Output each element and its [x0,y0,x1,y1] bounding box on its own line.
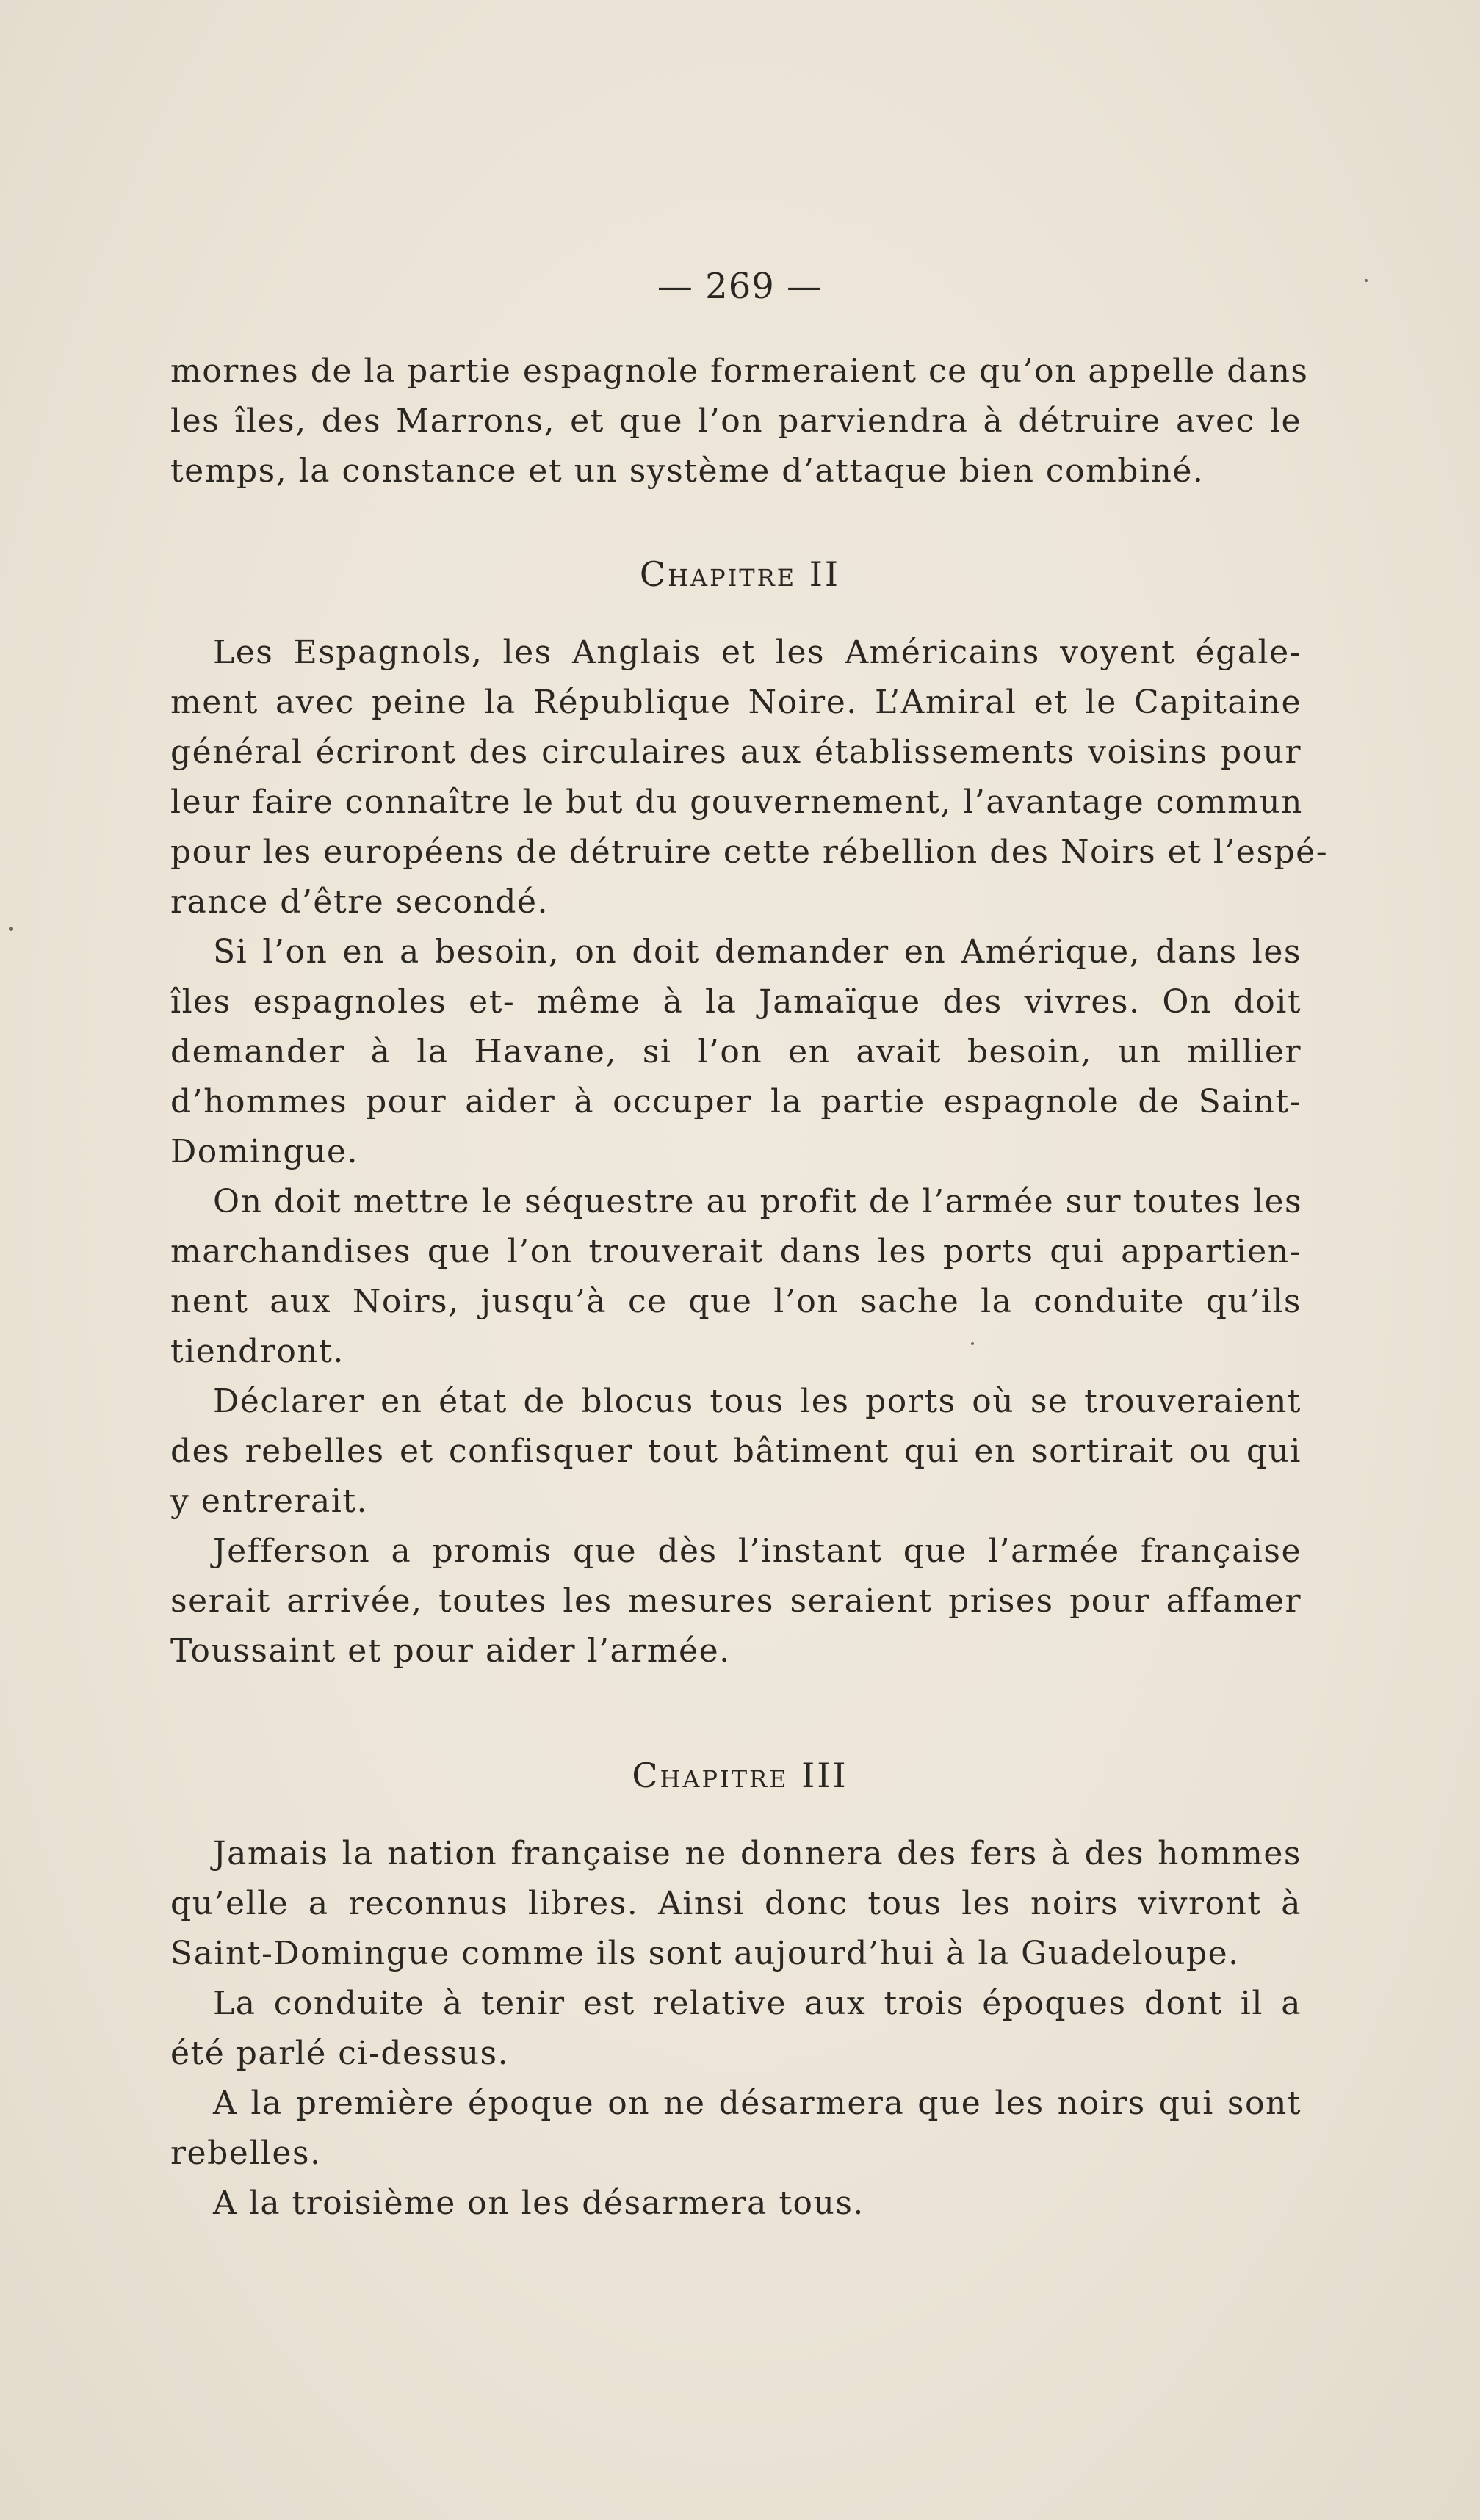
text-line: Jamais la nation française ne donnera des fers à des hommes [213,1835,1302,1872]
text-line: rance d’être secondé. [170,883,549,921]
text-line: nent aux Noirs, jusqu’à ce que l’on sache la conduite qu’ils [170,1283,1302,1320]
text-line: Domingue. [170,1133,358,1170]
text-line: A la troisième on les désarmera tous. [213,2184,864,2222]
paper-speck [9,927,13,931]
chapter-heading-2: Chapitre II [639,554,841,594]
text-line: leur faire connaître le but du gouvernement, l’avantage commun [170,783,1303,821]
paper-speck [971,1342,974,1345]
text-line: Saint-Domingue comme ils sont aujourd’hui à la Guadeloupe. [170,1935,1240,1972]
text-line: général écriront des circulaires aux établissements voisins pour [170,734,1302,771]
text-line: été parlé ci-dessus. [170,2035,510,2072]
text-line: On doit mettre le séquestre au profit de l’armée sur toutes les [213,1183,1303,1220]
text-line: tiendront. [170,1333,344,1370]
text-line: Si l’on en a besoin, on doit demander en Amérique, dans les [213,933,1302,971]
text-line: rebelles. [170,2135,322,2172]
text-line: Les Espagnols, les Anglais et les Américains voyent égale- [213,634,1302,671]
text-line: demander à la Havane, si l’on en avait besoin, un millier [170,1033,1302,1071]
text-line: qu’elle a reconnus libres. Ainsi donc tous les noirs vivront à [170,1885,1302,1922]
text-line: serait arrivée, toutes les mesures seraient prises pour affamer [170,1582,1302,1620]
chapter-heading-3: Chapitre III [632,1756,848,1795]
text-line: y entrerait. [170,1482,368,1520]
chapter-2-body [170,628,1329,1676]
page-number: — 269 — [657,266,823,307]
text-line: marchandises que l’on trouverait dans les ports qui appartien- [170,1233,1302,1270]
text-line: les îles, des Marrons, et que l’on parviendra à détruire avec le [170,402,1302,440]
text-line: Jefferson a promis que dès l’instant que l’armée française [213,1532,1302,1570]
text-line: îles espagnoles et- même à la Jamaïque des vivres. On doit [170,983,1302,1021]
text-line: La conduite à tenir est relative aux trois époques dont il a [213,1985,1302,2022]
text-line: temps, la constance et un système d’attaque bien combiné. [170,452,1205,490]
text-line: des rebelles et confisquer tout bâtiment qui en sortirait ou qui [170,1433,1302,1470]
paragraph-continuation [170,347,1309,496]
text-line: pour les européens de détruire cette rébellion des Noirs et l’espé- [170,833,1329,871]
text-line: Toussaint et pour aider l’armée. [170,1632,731,1670]
chapter-3-body [170,1829,1302,2228]
text-line: mornes de la partie espagnole formeraient ce qu’on appelle dans [170,352,1309,390]
text-line: ment avec peine la République Noire. L’Amiral et le Capitaine [170,684,1302,721]
text-line: Déclarer en état de blocus tous les ports où se trouveraient [213,1383,1302,1420]
paper-speck [1365,279,1368,282]
text-line: A la première époque on ne désarmera que les noirs qui sont [213,2085,1302,2122]
text-line: d’hommes pour aider à occuper la partie espagnole de Saint- [170,1083,1302,1120]
